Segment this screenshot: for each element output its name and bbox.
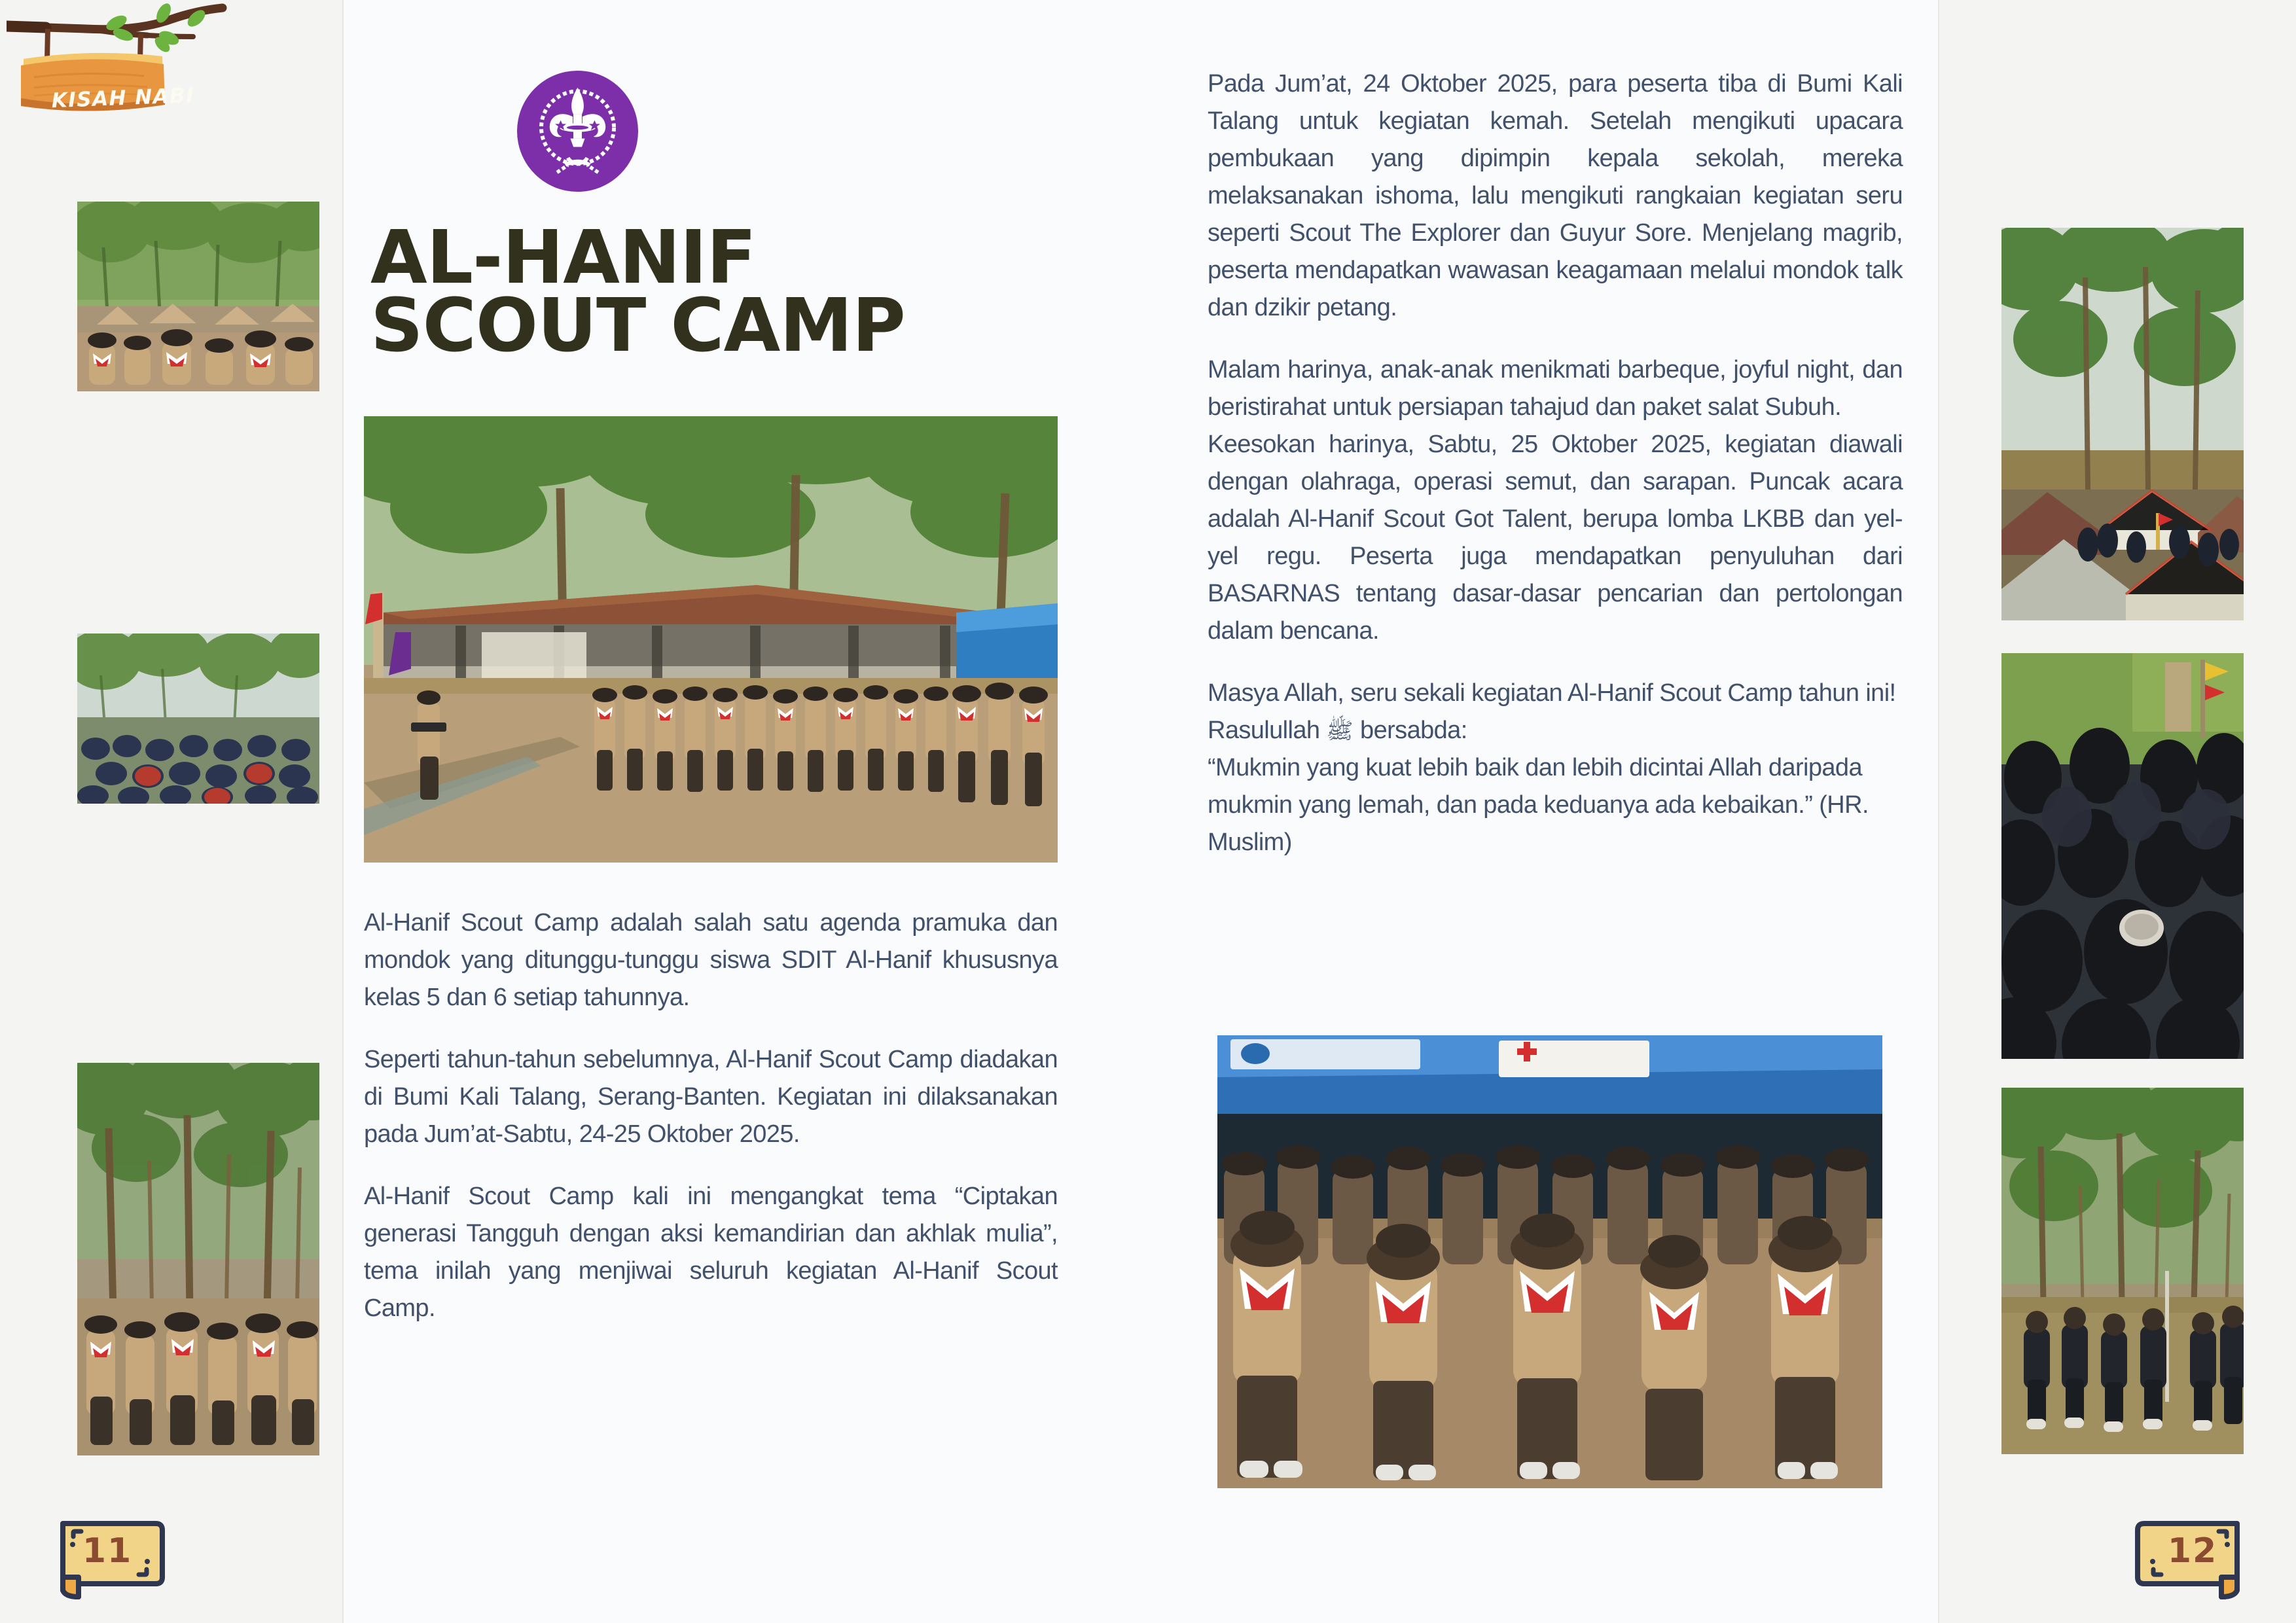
side-photo-formation-trees — [77, 1063, 319, 1455]
left-paragraph-1: Al-Hanif Scout Camp adalah salah satu agenda pramuka dan mondok yang ditunggu-tunggu siswa SDIT Al-Hanif khususnya kelas 5 dan 6 setiap tahunnya. — [364, 909, 1058, 1011]
opening-ceremony-photo — [364, 416, 1058, 863]
page-title-line-2: SCOUT CAMP — [370, 283, 905, 369]
hadith-intro-before: Rasulullah — [1208, 717, 1327, 744]
right-paragraph-4: Masya Allah, seru sekali kegiatan Al-Hanif Scout Camp tahun ini! — [1208, 679, 1896, 707]
hadith-intro-after: bersabda: — [1353, 717, 1467, 744]
side-photo-group-gathering — [2001, 653, 2244, 1059]
page-number-right: 12 — [2167, 1531, 2218, 1571]
side-photo-seated-assembly — [77, 633, 319, 804]
girl-scouts-formation-photo — [1217, 1035, 1882, 1488]
page-title — [370, 215, 1103, 369]
left-paragraph-2: Seperti tahun-tahun sebelumnya, Al-Hanif Scout Camp diadakan di Bumi Kali Talang, Serang-Banten. Kegiatan ini dilaksanakan pada Jum’at-Sabtu, 24-25 Oktober 2025. — [364, 1046, 1058, 1148]
right-gutter-divider — [1938, 0, 1939, 1623]
left-paragraph-3: Al-Hanif Scout Camp kali ini mengangkat tema “Ciptakan generasi Tangguh dengan aksi kemandirian dan akhlak mulia”, tema inilah yang menjiwai seluruh kegiatan Al-Hanif Scout Camp. — [364, 1183, 1058, 1322]
right-page-body-copy — [1208, 65, 1903, 861]
page-number-left: 11 — [82, 1531, 133, 1571]
side-photo-tent-field — [2001, 228, 2244, 620]
hadith-quote: “Mukmin yang kuat lebih baik dan lebih dicintai Allah daripada mukmin yang lemah, dan pada keduanya ada kebaikan.” (HR. Muslim) — [1208, 754, 1869, 856]
side-photo-field-activity — [2001, 1088, 2244, 1454]
left-page-body-copy — [364, 904, 1058, 1327]
side-photo-scouts-berets — [77, 202, 319, 391]
kisah-nabi-label: KISAH NABI — [51, 83, 195, 113]
right-paragraph-3: Keesokan harinya, Sabtu, 25 Oktober 2025, kegiatan diawali dengan olahraga, operasi semut, dan sarapan. Puncak acara adalah Al-Hanif Scout Got Talent, berupa lomba LKBB dan yel-yel regu. Peserta juga mendapatkan penyuluhan dari BASARNAS tentang dasar-dasar pencarian dan pertolongan dalam bencana. — [1208, 431, 1903, 645]
left-gutter-divider — [342, 0, 344, 1623]
page-number-badge-left — [51, 1517, 169, 1602]
page-title-line-1: AL-HANIF — [370, 215, 756, 300]
right-paragraph-2: Malam harinya, anak-anak menikmati barbeque, joyful night, dan beristirahat untuk persiapan tahajud dan paket salat Subuh. — [1208, 356, 1903, 421]
world-scout-emblem-icon — [517, 71, 638, 192]
kisah-nabi-sign — [7, 0, 281, 151]
sallallahu-alayhi-wasallam-glyph: ﷺ — [1326, 718, 1354, 744]
right-paragraph-1: Pada Jum’at, 24 Oktober 2025, para peserta tiba di Bumi Kali Talang untuk kegiatan kemah. Setelah mengikuti upacara pembukaan yang dipimpin kepala sekolah, mereka melaksanakan ishoma, lalu mengikuti rangkaian kegiatan seru seperti Scout The Explorer dan Guyur Sore. Menjelang magrib, peserta mendapatkan wawasan keagamaan melalui mondok talk dan dzikir petang. — [1208, 70, 1903, 321]
hadith-attribution — [1208, 712, 1903, 749]
page-number-badge-right — [2131, 1517, 2249, 1602]
